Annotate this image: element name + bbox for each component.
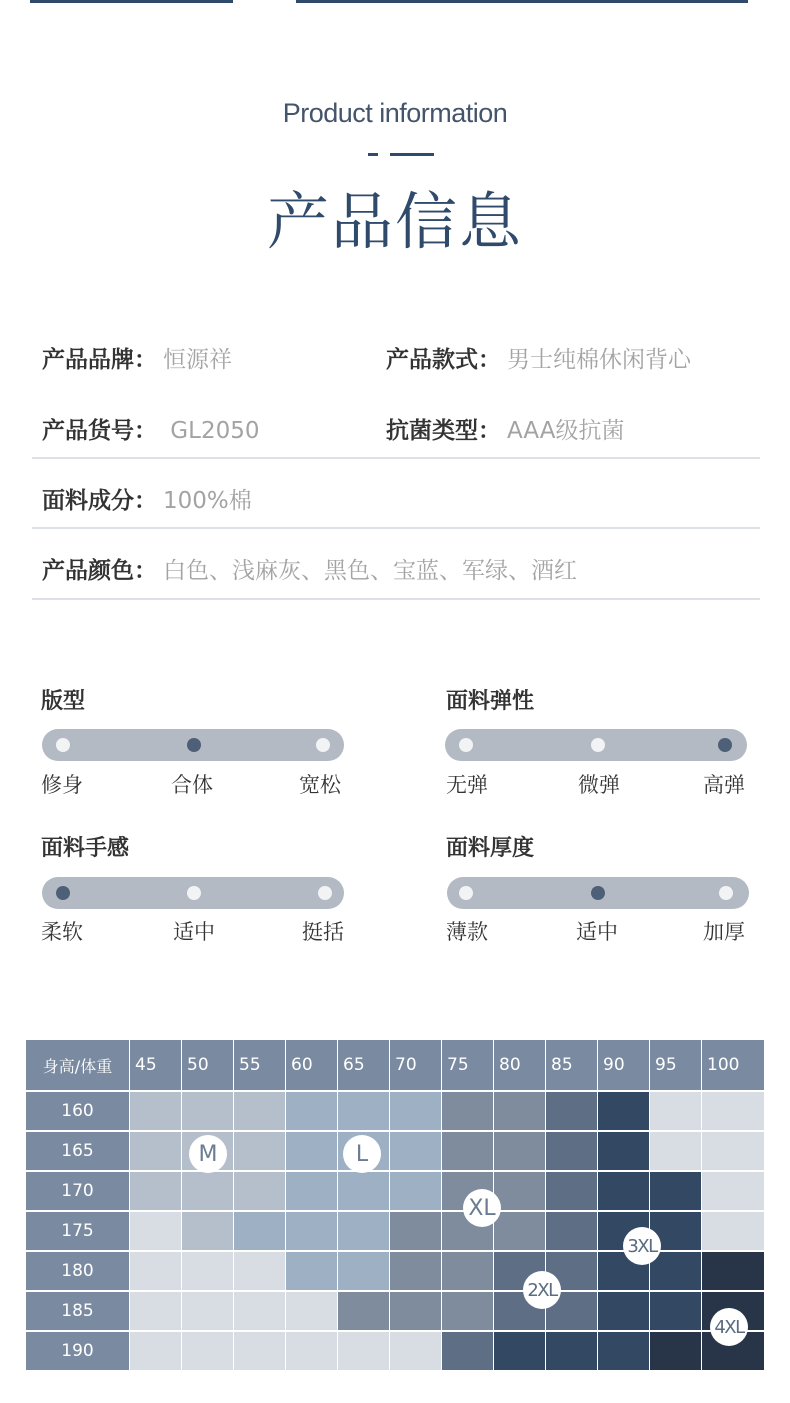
info-value: 男士纯棉休闲背心 [507, 347, 691, 373]
size-cell [494, 1172, 545, 1210]
size-cell [494, 1212, 545, 1250]
size-cell [182, 1212, 233, 1250]
title-dash-long [390, 153, 434, 156]
scale-option: 适中 [173, 920, 215, 944]
size-cell [546, 1092, 597, 1130]
top-divider-right [296, 0, 748, 3]
size-cell [598, 1172, 649, 1210]
size-chart [26, 1040, 764, 1370]
title-dash-short [368, 153, 378, 156]
info-value: GL2050 [163, 418, 260, 444]
size-cell [390, 1292, 441, 1330]
height-header: 185 [26, 1292, 129, 1330]
size-cell [182, 1332, 233, 1370]
size-cell [234, 1332, 285, 1370]
size-cell [338, 1092, 389, 1130]
weight-header: 85 [546, 1040, 597, 1090]
scale-option: 薄款 [446, 920, 488, 944]
size-cell [442, 1132, 493, 1170]
size-cell [598, 1292, 649, 1330]
size-cell [650, 1252, 701, 1290]
size-cell [442, 1332, 493, 1370]
info-label: 抗菌类型： [386, 418, 501, 444]
height-header: 170 [26, 1172, 129, 1210]
scale-dot [187, 886, 201, 900]
size-badge-4xl: 4XL [710, 1308, 748, 1346]
scale-handfeel-title: 面料手感 [41, 836, 130, 861]
scale-fit-title: 版型 [41, 689, 86, 714]
weight-header: 95 [650, 1040, 701, 1090]
size-cell [546, 1172, 597, 1210]
size-cell [650, 1172, 701, 1210]
size-cell [286, 1332, 337, 1370]
size-cell [130, 1132, 181, 1170]
scale-option: 挺括 [302, 920, 344, 944]
size-cell [702, 1132, 764, 1170]
size-badge-3xl: 3XL [623, 1227, 661, 1265]
size-cell [390, 1092, 441, 1130]
scale-option: 修身 [41, 773, 83, 797]
size-cell [234, 1212, 285, 1250]
size-cell [130, 1172, 181, 1210]
scale-dot-selected [187, 738, 201, 752]
divider [32, 598, 760, 600]
size-cell [494, 1332, 545, 1370]
scale-dot-selected [591, 886, 605, 900]
weight-header: 55 [234, 1040, 285, 1090]
weight-header: 60 [286, 1040, 337, 1090]
size-cell [390, 1132, 441, 1170]
size-chart-corner: 身高/体重 [26, 1040, 129, 1090]
scale-option: 合体 [171, 773, 213, 797]
info-fabric [42, 482, 252, 515]
scale-option: 柔软 [41, 920, 83, 944]
size-cell [494, 1132, 545, 1170]
size-cell [598, 1092, 649, 1130]
scale-option: 无弹 [446, 773, 488, 797]
size-cell [650, 1332, 701, 1370]
size-cell [234, 1252, 285, 1290]
scale-dot [316, 738, 330, 752]
size-cell [338, 1252, 389, 1290]
scale-thickness-title: 面料厚度 [446, 836, 535, 861]
top-divider-left [30, 0, 233, 3]
info-label: 产品货号： [42, 418, 157, 444]
size-cell [130, 1092, 181, 1130]
info-label: 产品款式： [386, 347, 501, 373]
size-cell [234, 1092, 285, 1130]
section-subtitle: Product information [282, 98, 508, 128]
size-cell [442, 1092, 493, 1130]
size-badge-2xl: 2XL [523, 1271, 561, 1309]
size-cell [182, 1092, 233, 1130]
size-cell [546, 1132, 597, 1170]
size-cell [130, 1292, 181, 1330]
scale-dot [459, 738, 473, 752]
scale-option: 加厚 [703, 920, 745, 944]
scale-dot-selected [56, 886, 70, 900]
size-cell [338, 1172, 389, 1210]
size-cell [234, 1172, 285, 1210]
scale-dot [459, 886, 473, 900]
size-cell [650, 1132, 701, 1170]
scale-option: 微弹 [578, 773, 620, 797]
size-cell [286, 1092, 337, 1130]
weight-header: 90 [598, 1040, 649, 1090]
info-value: 100%棉 [163, 488, 252, 514]
size-cell [390, 1212, 441, 1250]
size-cell [390, 1252, 441, 1290]
size-cell [286, 1172, 337, 1210]
scale-option: 高弹 [703, 773, 745, 797]
size-cell [546, 1332, 597, 1370]
info-value: AAA级抗菌 [507, 418, 625, 444]
scale-dot-selected [718, 738, 732, 752]
size-cell [546, 1212, 597, 1250]
scale-handfeel-track [42, 877, 344, 909]
size-cell [286, 1292, 337, 1330]
scale-fit-track [42, 729, 344, 761]
size-cell [286, 1132, 337, 1170]
size-cell [390, 1332, 441, 1370]
info-sku [42, 412, 259, 445]
size-cell [234, 1292, 285, 1330]
size-cell [182, 1172, 233, 1210]
size-cell [338, 1332, 389, 1370]
weight-header: 65 [338, 1040, 389, 1090]
size-cell [390, 1172, 441, 1210]
size-badge-m: M [189, 1135, 227, 1173]
size-cell [598, 1132, 649, 1170]
size-cell [702, 1252, 764, 1290]
scale-elasticity-title: 面料弹性 [446, 689, 535, 714]
weight-header: 100 [702, 1040, 764, 1090]
weight-header: 50 [182, 1040, 233, 1090]
size-cell [130, 1252, 181, 1290]
size-cell [338, 1292, 389, 1330]
weight-header: 75 [442, 1040, 493, 1090]
size-badge-l: L [343, 1135, 381, 1173]
size-cell [650, 1092, 701, 1130]
weight-header: 45 [130, 1040, 181, 1090]
height-header: 160 [26, 1092, 129, 1130]
scale-thickness-track [447, 877, 749, 909]
weight-header: 70 [390, 1040, 441, 1090]
size-cell [286, 1212, 337, 1250]
size-cell [442, 1292, 493, 1330]
size-cell [442, 1252, 493, 1290]
info-antibacterial [386, 412, 624, 445]
divider [32, 527, 760, 529]
height-header: 190 [26, 1332, 129, 1370]
scale-elasticity-track [445, 729, 747, 761]
info-label: 产品颜色： [42, 558, 157, 584]
size-cell [286, 1252, 337, 1290]
height-header: 180 [26, 1252, 129, 1290]
size-cell [494, 1092, 545, 1130]
scale-dot [56, 738, 70, 752]
weight-header: 80 [494, 1040, 545, 1090]
size-cell [650, 1292, 701, 1330]
info-style [386, 341, 691, 374]
section-title: 产品信息 [266, 185, 523, 258]
size-cell [702, 1172, 764, 1210]
size-cell [130, 1212, 181, 1250]
height-header: 175 [26, 1212, 129, 1250]
info-brand [42, 341, 232, 374]
size-cell [338, 1212, 389, 1250]
info-value: 恒源祥 [163, 347, 232, 373]
size-cell [598, 1332, 649, 1370]
scale-dot [719, 886, 733, 900]
divider [32, 457, 760, 459]
scale-dot [318, 886, 332, 900]
info-label: 面料成分： [42, 488, 157, 514]
size-cell [182, 1292, 233, 1330]
size-cell [234, 1132, 285, 1170]
info-colors [42, 552, 577, 585]
size-cell [702, 1212, 764, 1250]
size-badge-xl: XL [463, 1189, 501, 1227]
height-header: 165 [26, 1132, 129, 1170]
scale-option: 宽松 [299, 773, 341, 797]
size-cell [702, 1092, 764, 1130]
size-cell [130, 1332, 181, 1370]
info-label: 产品品牌： [42, 347, 157, 373]
size-cell [182, 1252, 233, 1290]
scale-option: 适中 [576, 920, 618, 944]
scale-dot [591, 738, 605, 752]
info-value: 白色、浅麻灰、黑色、宝蓝、军绿、酒红 [163, 558, 577, 584]
